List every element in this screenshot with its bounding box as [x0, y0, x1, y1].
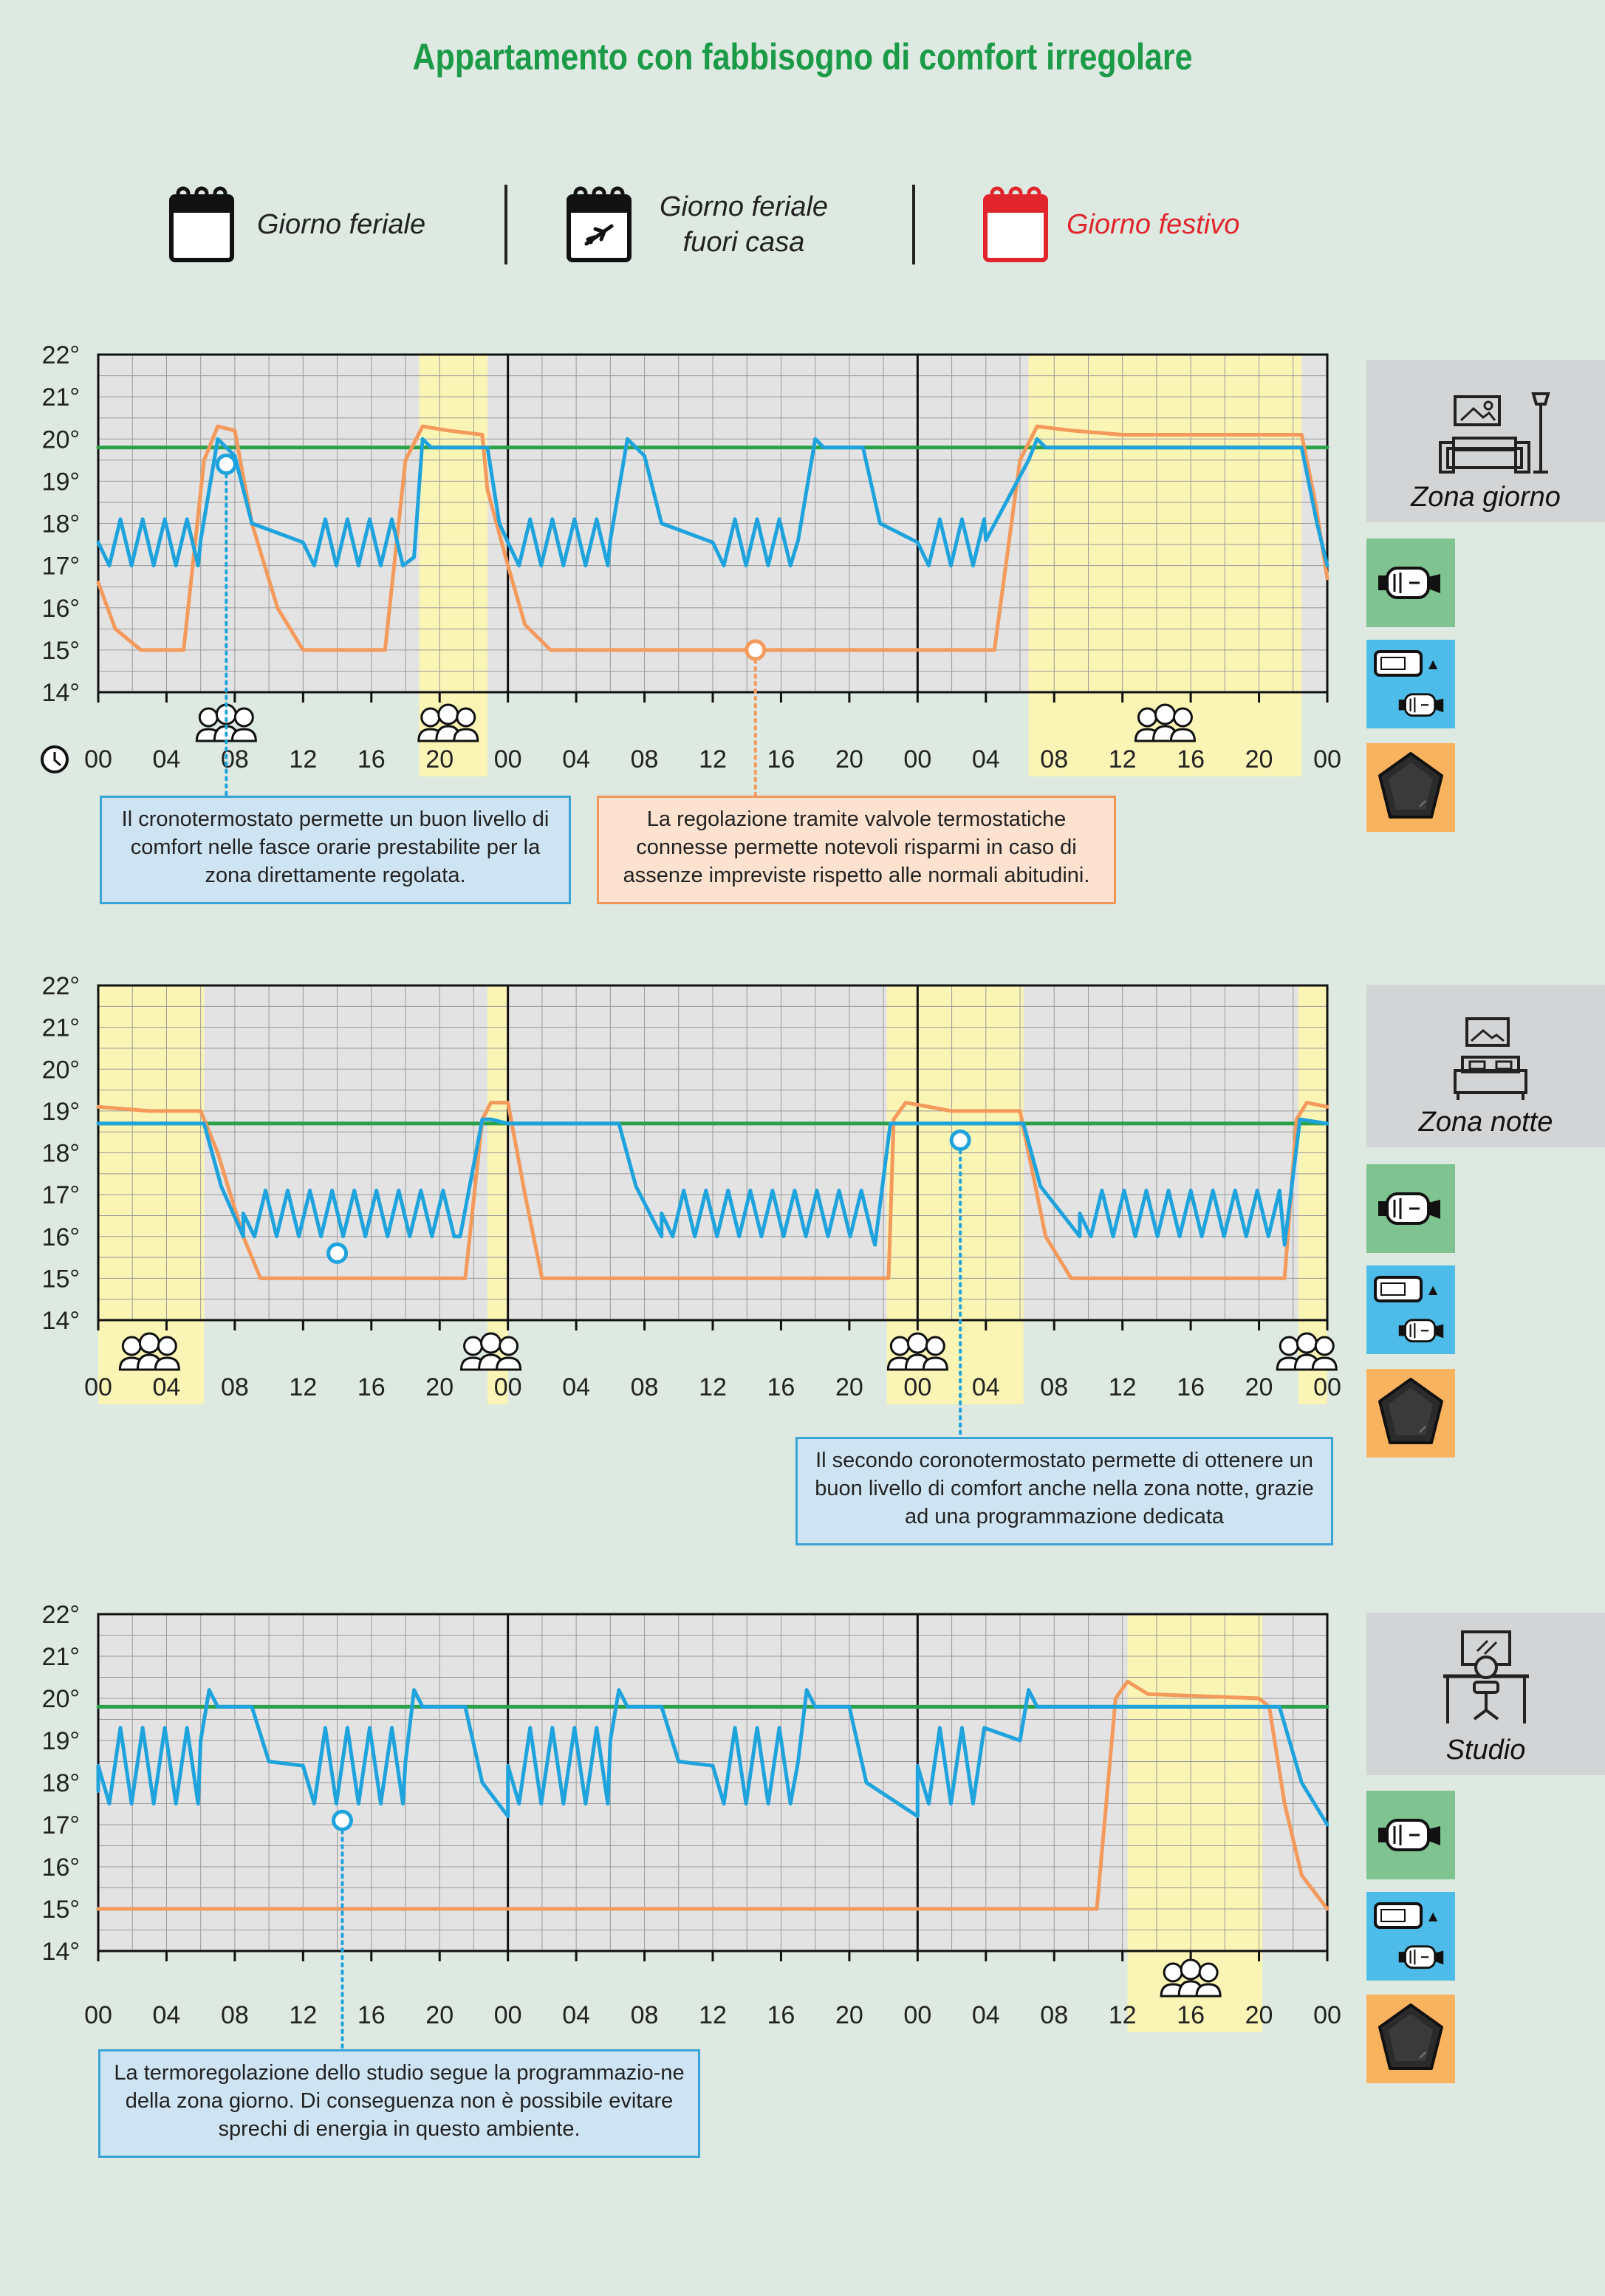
x-tick-label: 12	[289, 745, 318, 773]
people-icon	[462, 1333, 521, 1370]
y-tick-label: 19°	[41, 1097, 80, 1126]
svg-text:▲: ▲	[1428, 1282, 1438, 1296]
y-tick-label: 22°	[41, 341, 80, 369]
x-tick-label: 08	[630, 745, 659, 773]
x-tick-label: 20	[1245, 1373, 1273, 1401]
x-tick-label: 00	[1313, 1373, 1341, 1401]
callout-second-chronothermostat: Il secondo coronotermostato permette di ottenere un buon livello di comfort anche nella zona notte, grazie ad una programmazione dedicata	[795, 1437, 1333, 1545]
smart-hub-icon	[1366, 1995, 1455, 2087]
x-tick-label: 12	[1108, 1373, 1137, 1401]
svg-text:▲: ▲	[1428, 1909, 1438, 1923]
y-tick-label: 15°	[41, 636, 80, 665]
device-valve-night	[1366, 1164, 1455, 1253]
x-tick-label: 16	[357, 745, 386, 773]
clock-icon	[42, 747, 67, 772]
calendar-icon	[982, 185, 1049, 264]
x-tick-label: 12	[289, 2001, 318, 2029]
chart-1	[42, 972, 1341, 1437]
device-chrono-night	[1366, 1265, 1455, 1354]
thermostatic-valve-icon	[1366, 539, 1455, 631]
x-tick-label: 20	[1245, 2001, 1273, 2029]
x-tick-label: 04	[562, 2001, 591, 2029]
x-tick-label: 12	[699, 1373, 727, 1401]
x-tick-label: 16	[767, 1373, 795, 1401]
zone-label: Studio	[1445, 1735, 1526, 1766]
y-tick-label: 18°	[41, 1769, 80, 1797]
x-tick-label: 20	[1245, 745, 1273, 773]
y-tick-label: 14°	[41, 679, 80, 707]
people-icon	[419, 705, 478, 741]
calendar-icon	[168, 185, 235, 264]
x-tick-label: 20	[835, 2001, 863, 2029]
legend-divider	[912, 185, 915, 264]
people-icon	[120, 1333, 179, 1370]
x-tick-label: 00	[84, 1373, 112, 1401]
chronothermostat-valve-icon	[1366, 1265, 1455, 1358]
chronothermostat-valve-icon	[1366, 640, 1455, 732]
x-tick-label: 00	[903, 745, 932, 773]
x-tick-label: 08	[1040, 2001, 1069, 2029]
living-room-icon	[1366, 375, 1605, 478]
x-tick-label: 04	[152, 745, 181, 773]
people-icon	[1277, 1333, 1336, 1370]
y-tick-label: 21°	[41, 1643, 80, 1671]
y-tick-label: 14°	[41, 1938, 80, 1966]
device-valve-day	[1366, 539, 1455, 627]
x-tick-label: 04	[152, 1373, 181, 1401]
device-chrono-study	[1366, 1892, 1455, 1981]
legend-label-weekday-away: Giorno feriale fuori casa	[659, 191, 829, 258]
x-tick-label: 04	[562, 1373, 591, 1401]
x-tick-label: 00	[1313, 745, 1341, 773]
x-tick-label: 12	[289, 1373, 318, 1401]
y-tick-label: 19°	[41, 468, 80, 496]
x-tick-label: 00	[1313, 2001, 1341, 2029]
bedroom-icon	[1366, 1000, 1605, 1103]
page-title: Appartamento con fabbisogno di comfort irregolare	[412, 36, 1193, 78]
smart-hub-icon	[1366, 743, 1455, 836]
y-tick-label: 18°	[41, 1139, 80, 1168]
x-tick-label: 12	[699, 2001, 727, 2029]
x-tick-label: 08	[1040, 1373, 1069, 1401]
callout-study: La termoregolazione dello studio segue la programmazio-ne della zona giorno. Di conseguenza non è possibile evitare sprechi di energia in questo ambiente.	[98, 2049, 700, 2158]
zone-label: Zona notte	[1418, 1107, 1553, 1138]
smart-hub-icon	[1366, 1369, 1455, 1461]
zone-card-night	[1366, 985, 1605, 1147]
x-tick-label: 08	[220, 2001, 249, 2029]
y-tick-label: 17°	[41, 552, 80, 581]
x-tick-label: 16	[1177, 1373, 1205, 1401]
x-tick-label: 20	[835, 745, 863, 773]
marker	[747, 641, 764, 659]
x-tick-label: 12	[699, 745, 727, 773]
x-tick-label: 04	[152, 2001, 181, 2029]
x-tick-label: 00	[903, 1373, 932, 1401]
legend-label-holiday: Giorno festivo	[1067, 209, 1240, 240]
y-tick-label: 22°	[41, 972, 80, 1000]
x-tick-label: 04	[971, 745, 1000, 773]
chronothermostat-valve-icon	[1366, 1892, 1455, 1984]
x-tick-label: 16	[1177, 2001, 1205, 2029]
x-tick-label: 12	[1108, 745, 1137, 773]
svg-text:▲: ▲	[1428, 657, 1438, 671]
y-tick-label: 20°	[41, 426, 80, 454]
x-tick-label: 20	[425, 745, 454, 773]
y-tick-label: 17°	[41, 1811, 80, 1839]
marker	[951, 1132, 969, 1149]
y-tick-label: 16°	[41, 1853, 80, 1882]
x-tick-label: 04	[971, 2001, 1000, 2029]
zone-label: Zona giorno	[1411, 482, 1561, 513]
desk-icon	[1366, 1627, 1605, 1731]
x-tick-label: 16	[1177, 745, 1205, 773]
legend-divider	[504, 185, 507, 264]
y-tick-label: 21°	[41, 1014, 80, 1042]
y-tick-label: 16°	[41, 1223, 80, 1251]
marker	[217, 456, 235, 474]
y-tick-label: 20°	[41, 1056, 80, 1084]
chart-2	[42, 1601, 1341, 2049]
y-tick-label: 19°	[41, 1727, 80, 1755]
x-tick-label: 00	[493, 1373, 522, 1401]
x-tick-label: 16	[767, 745, 795, 773]
x-tick-label: 04	[562, 745, 591, 773]
chart-0	[42, 341, 1341, 796]
callout-chronothermostat: Il cronotermostato permette un buon livello di comfort nelle fasce orarie prestabilite per la zona direttamente regolata.	[100, 796, 571, 904]
x-tick-label: 04	[971, 1373, 1000, 1401]
y-tick-label: 21°	[41, 383, 80, 412]
x-tick-label: 08	[220, 1373, 249, 1401]
x-tick-label: 16	[357, 1373, 386, 1401]
zone-card-day	[1366, 360, 1605, 522]
device-hub-night	[1366, 1369, 1455, 1458]
y-tick-label: 18°	[41, 510, 80, 539]
people-icon	[888, 1333, 947, 1370]
thermostatic-valve-icon	[1366, 1164, 1455, 1257]
device-hub-day	[1366, 743, 1455, 832]
x-tick-label: 00	[493, 2001, 522, 2029]
y-tick-label: 22°	[41, 1601, 80, 1629]
y-tick-label: 20°	[41, 1685, 80, 1713]
y-tick-label: 14°	[41, 1307, 80, 1335]
marker	[333, 1811, 351, 1829]
x-tick-label: 00	[84, 2001, 112, 2029]
y-tick-label: 17°	[41, 1181, 80, 1210]
x-tick-label: 00	[84, 745, 112, 773]
legend-item-weekday	[168, 185, 425, 264]
x-tick-label: 08	[220, 745, 249, 773]
people-icon	[1161, 1960, 1220, 1996]
x-tick-label: 00	[903, 2001, 932, 2029]
callout-valves: La regolazione tramite valvole termostatiche connesse permette notevoli risparmi in caso di assenze impreviste rispetto alle normali abitudini.	[597, 796, 1116, 904]
x-tick-label: 00	[493, 745, 522, 773]
y-tick-label: 15°	[41, 1896, 80, 1924]
calendar-plane-icon	[566, 185, 632, 264]
x-tick-label: 08	[630, 1373, 659, 1401]
legend-item-weekday-away	[566, 185, 836, 264]
x-tick-label: 16	[767, 2001, 795, 2029]
y-tick-label: 16°	[41, 594, 80, 623]
device-valve-study	[1366, 1791, 1455, 1879]
x-tick-label: 08	[630, 2001, 659, 2029]
legend-item-holiday	[982, 185, 1239, 264]
x-tick-label: 12	[1108, 2001, 1137, 2029]
people-icon	[1135, 705, 1194, 741]
device-chrono-day	[1366, 640, 1455, 728]
legend-label-weekday: Giorno feriale	[257, 209, 426, 240]
marker	[329, 1244, 346, 1262]
zone-card-study	[1366, 1613, 1605, 1775]
x-tick-label: 20	[425, 2001, 454, 2029]
y-tick-label: 15°	[41, 1265, 80, 1294]
x-tick-label: 20	[425, 1373, 454, 1401]
x-tick-label: 16	[357, 2001, 386, 2029]
thermostatic-valve-icon	[1366, 1791, 1455, 1883]
x-tick-label: 08	[1040, 745, 1069, 773]
x-tick-label: 20	[835, 1373, 863, 1401]
device-hub-study	[1366, 1995, 1455, 2083]
